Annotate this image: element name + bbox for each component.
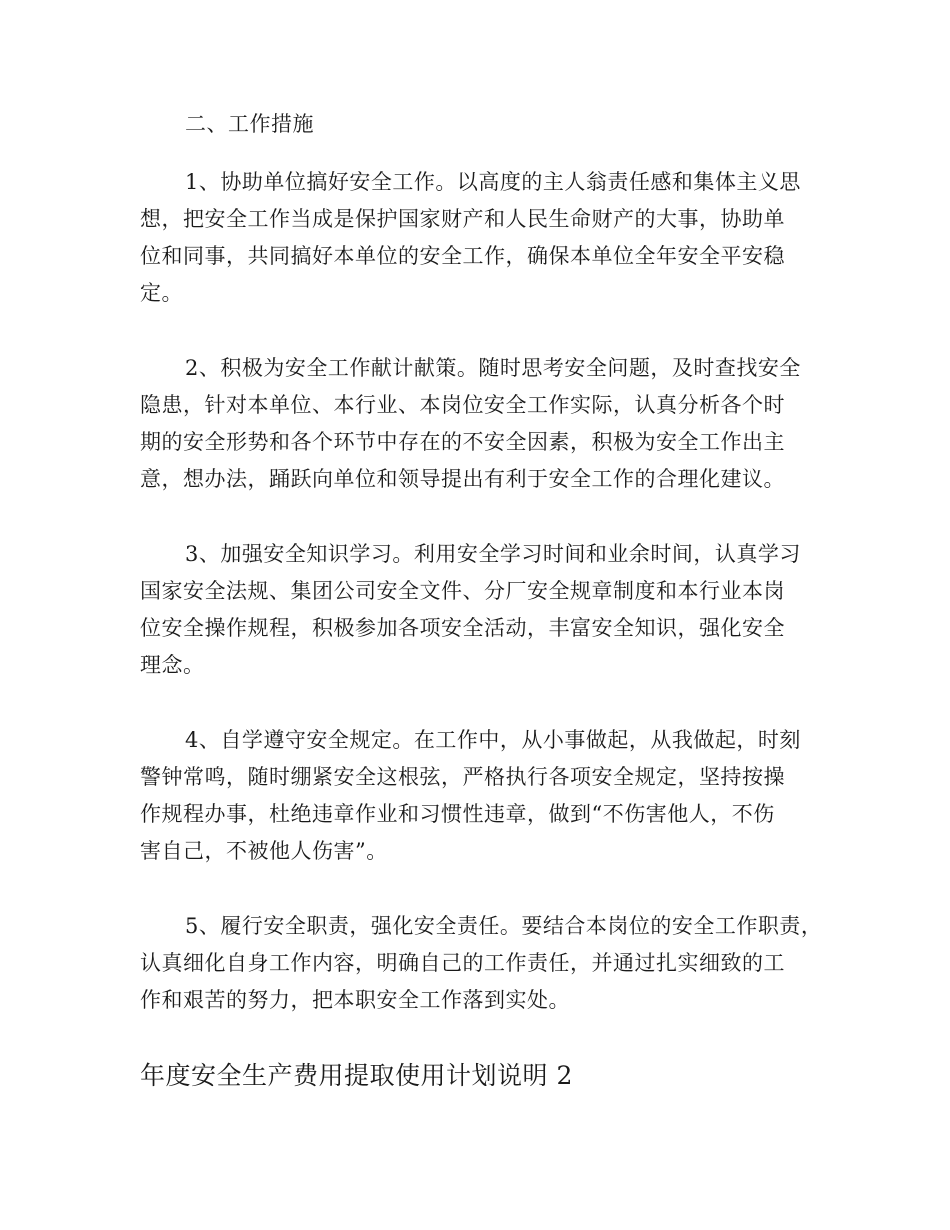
paragraph-3-line-4: 理念。 [140,653,205,677]
paragraph-3-line-1: 3、加强安全知识学习。利用安全学习时间和业余时间，认真学习 [185,542,801,566]
paragraph-3-line-3: 位安全操作规程，积极参加各项安全活动，丰富安全知识，强化安全 [140,616,785,640]
paragraph-4-line-4: 害自己，不被他人伤害”。 [140,839,388,863]
paragraph-3-line-2: 国家安全法规、集团公司安全文件、分厂安全规章制度和本行业本岗 [140,579,785,603]
next-section-heading: 年度安全生产费用提取使用计划说明 2 [140,1061,573,1090]
paragraph-5-line-1: 5、履行安全职责，强化安全责任。要结合本岗位的安全工作职责， [185,914,823,938]
paragraph-5-line-2: 认真细化自身工作内容，明确自己的工作责任，并通过扎实细致的工 [140,951,785,975]
paragraph-1-line-4: 定。 [140,281,183,305]
paragraph-4-line-3: 作规程办事，杜绝违章作业和习惯性违章，做到“不伤害他人，不伤 [140,802,775,826]
paragraph-4-line-2: 警钟常鸣，随时绷紧安全这根弦，严格执行各项安全规定，坚持按操 [140,765,785,789]
paragraph-1-line-2: 想，把安全工作当成是保护国家财产和人民生命财产的大事，协助单 [140,207,785,231]
paragraph-1-line-3: 位和同事，共同搞好本单位的安全工作，确保本单位全年安全平安稳 [140,244,785,268]
section-title: 二、工作措施 [185,112,314,136]
paragraph-2-line-3: 期的安全形势和各个环节中存在的不安全因素，积极为安全工作出主 [140,430,785,454]
paragraph-4-line-1: 4、自学遵守安全规定。在工作中，从小事做起，从我做起，时刻 [185,728,801,752]
paragraph-1-line-1: 1、协助单位搞好安全工作。以高度的主人翁责任感和集体主义思 [185,170,801,194]
paragraph-2-line-4: 意，想办法，踊跃向单位和领导提出有利于安全工作的合理化建议。 [140,467,785,491]
paragraph-2-line-1: 2、积极为安全工作献计献策。随时思考安全问题，及时查找安全 [185,356,801,380]
paragraph-2-line-2: 隐患，针对本单位、本行业、本岗位安全工作实际，认真分析各个时 [140,393,785,417]
paragraph-5-line-3: 作和艰苦的努力，把本职安全工作落到实处。 [140,988,570,1012]
